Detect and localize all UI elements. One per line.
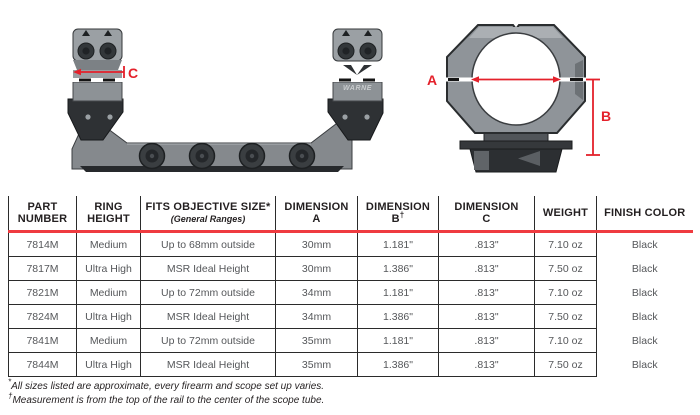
cell-dimension-c: .813" (439, 329, 535, 353)
cell-dimension-a: 34mm (276, 281, 358, 305)
product-diagrams (0, 0, 700, 195)
cell-dimension-a: 35mm (276, 353, 358, 377)
cell-part-number: 7821M (9, 281, 77, 305)
cell-ring-height: Medium (77, 329, 141, 353)
cell-ring-height: Medium (77, 232, 141, 257)
footnotes (8, 377, 325, 408)
cell-dimension-c: .813" (439, 353, 535, 377)
col-header-finish-color: FINISH COLOR (597, 196, 693, 232)
cell-part-number: 7824M (9, 305, 77, 329)
left-ring-tower (72, 29, 123, 101)
cell-dimension-b: 1.386" (358, 257, 439, 281)
table-row (9, 257, 693, 281)
dimension-b-arrow (586, 80, 611, 156)
cell-ring-height: Medium (77, 281, 141, 305)
col-header-weight: WEIGHT (535, 196, 597, 232)
right-ring-tower (332, 29, 383, 101)
table-row (9, 353, 693, 377)
cell-part-number: 7844M (9, 353, 77, 377)
cell-fits-objective-size: Up to 68mm outside (141, 232, 276, 257)
cell-fits-objective-size: Up to 72mm outside (141, 329, 276, 353)
table-row (9, 305, 693, 329)
cell-dimension-a: 30mm (276, 232, 358, 257)
col-header-dimension-b: DIMENSION B† (358, 196, 439, 232)
cell-weight: 7.50 oz (535, 353, 597, 377)
cell-ring-height: Ultra High (77, 305, 141, 329)
warne-wings-icon (343, 65, 372, 75)
cell-part-number: 7841M (9, 329, 77, 353)
brand-logo-text: WARNE (342, 85, 373, 92)
cell-finish-color: Black (597, 232, 693, 257)
cell-dimension-a: 30mm (276, 257, 358, 281)
header-row (9, 196, 693, 232)
cell-finish-color: Black (597, 257, 693, 281)
cell-dimension-b: 1.181" (358, 232, 439, 257)
footnote-measurement: †Measurement is from the top of the rail to the center of the scope tube. (8, 391, 325, 406)
cell-finish-color: Black (597, 329, 693, 353)
scope-mount-diagram (68, 29, 383, 172)
table-row (9, 232, 693, 257)
dimension-a-label: A (427, 72, 438, 88)
spec-table (8, 196, 693, 377)
table-row (9, 329, 693, 353)
cell-dimension-c: .813" (439, 281, 535, 305)
table-row (9, 281, 693, 305)
cell-fits-objective-size: Up to 72mm outside (141, 281, 276, 305)
cell-fits-objective-size: MSR Ideal Height (141, 257, 276, 281)
cell-weight: 7.10 oz (535, 232, 597, 257)
col-header-ring-height: RING HEIGHT (77, 196, 141, 232)
cell-finish-color: Black (597, 305, 693, 329)
col-header-dimension-a: DIMENSION A (276, 196, 358, 232)
cell-fits-objective-size: MSR Ideal Height (141, 353, 276, 377)
cell-dimension-a: 34mm (276, 305, 358, 329)
cell-ring-height: Ultra High (77, 353, 141, 377)
scope-ring-diagram (427, 25, 611, 172)
col-header-fits-objective-size: FITS OBJECTIVE SIZE* (General Ranges) (141, 196, 276, 232)
footnote-sizes: *All sizes listed are approximate, every firearm and scope set up varies. (8, 377, 325, 392)
dimension-b-label: B (601, 108, 612, 124)
cell-dimension-b: 1.386" (358, 305, 439, 329)
cell-dimension-b: 1.386" (358, 353, 439, 377)
cell-fits-objective-size: MSR Ideal Height (141, 305, 276, 329)
cell-weight: 7.10 oz (535, 329, 597, 353)
cell-weight: 7.50 oz (535, 257, 597, 281)
spec-table-body (9, 232, 693, 377)
col-header-dimension-c: DIMENSION C (439, 196, 535, 232)
cell-weight: 7.10 oz (535, 281, 597, 305)
dimension-c-label: C (128, 65, 139, 81)
cell-dimension-c: .813" (439, 305, 535, 329)
cell-finish-color: Black (597, 281, 693, 305)
cell-part-number: 7817M (9, 257, 77, 281)
cell-dimension-b: 1.181" (358, 329, 439, 353)
cell-dimension-a: 35mm (276, 329, 358, 353)
cell-dimension-b: 1.181" (358, 281, 439, 305)
cell-part-number: 7814M (9, 232, 77, 257)
cell-ring-height: Ultra High (77, 257, 141, 281)
cell-weight: 7.50 oz (535, 305, 597, 329)
cell-dimension-c: .813" (439, 257, 535, 281)
col-header-part-number: PART NUMBER (9, 196, 77, 232)
cell-dimension-c: .813" (439, 232, 535, 257)
cell-finish-color: Black (597, 353, 693, 377)
rail-clamp (460, 141, 572, 172)
